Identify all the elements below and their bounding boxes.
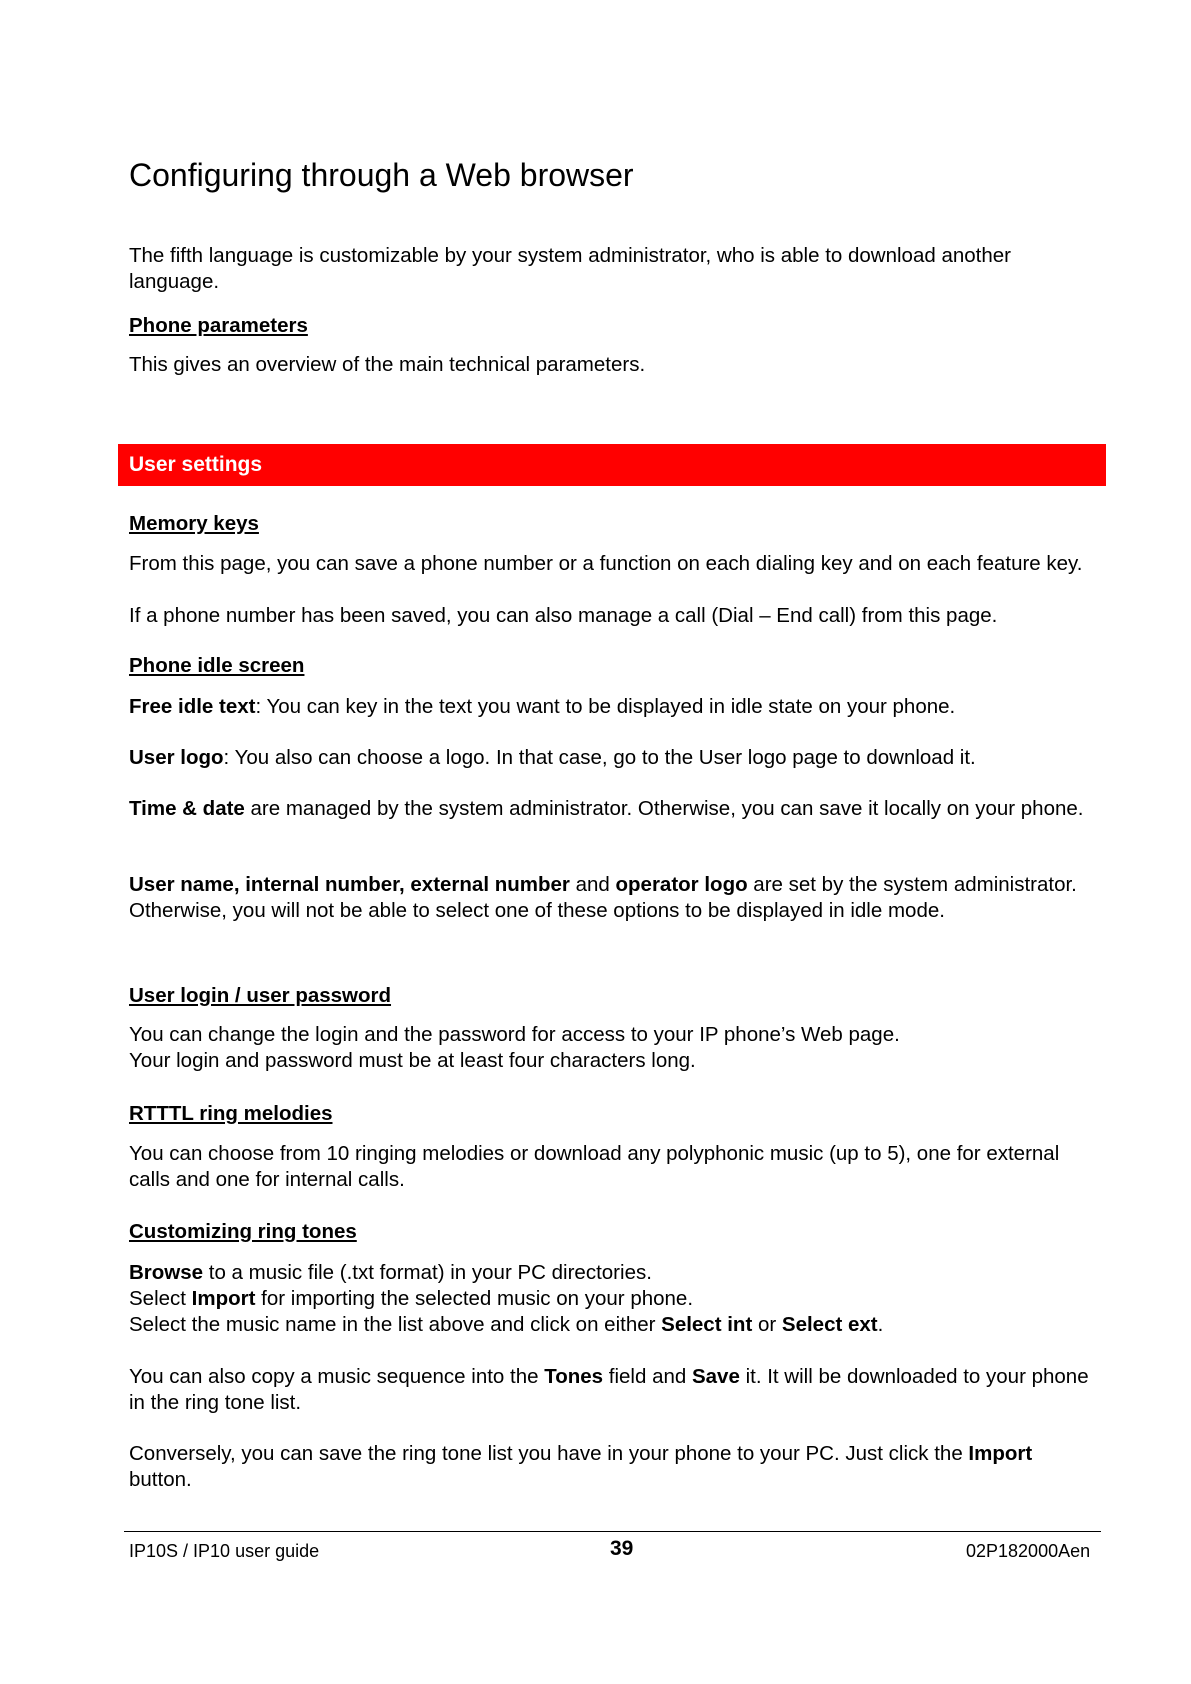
import-desc: for importing the selected music on your phone. (255, 1287, 694, 1310)
user-login-text-2: Your login and password must be at least four characters long. (129, 1049, 696, 1072)
user-logo-paragraph (129, 745, 1089, 771)
memory-keys-heading: Memory keys (129, 512, 259, 535)
copy-rest: it. It will be downloaded to your phone in the ring tone list. (129, 1365, 1089, 1414)
memory-keys-text-1: From this page, you can save a phone number or a function on each dialing key and on each feature key. (129, 552, 1083, 575)
page-title: Configuring through a Web browser (129, 157, 634, 193)
conversely-import-term: Import (968, 1442, 1033, 1465)
or-text: or (752, 1313, 782, 1336)
phone-parameters-text: This gives an overview of the main technical parameters. (129, 353, 646, 376)
footer-page-number: 39 (610, 1537, 634, 1560)
free-idle-text-term: Free idle text (129, 695, 256, 718)
footer-guide-title: IP10S / IP10 user guide (129, 1541, 320, 1561)
conversely-pre: Conversely, you can save the ring tone list you have in your phone to your PC. Just click the (129, 1442, 969, 1465)
user-name-and: and (569, 873, 616, 896)
user-name-term: User name, internal number, external number (129, 873, 570, 896)
user-login-heading: User login / user password (129, 984, 392, 1007)
browse-desc: to a music file (.txt format) in your PC directories. (203, 1261, 652, 1284)
user-name-desc: are set by the system administrator. Otherwise, you will not be able to select one of these options to be displayed in idle mode. (129, 873, 1077, 922)
time-date-paragraph (129, 796, 1089, 822)
import-term: Import (191, 1287, 256, 1310)
user-settings-label: User settings (129, 453, 263, 476)
free-idle-text-desc: : You can key in the text you want to be displayed in idle state on your phone. (255, 695, 956, 718)
phone-parameters-heading: Phone parameters (129, 314, 308, 337)
footer-doc-code: 02P182000Aen (966, 1541, 1091, 1561)
browse-term: Browse (129, 1261, 204, 1284)
ring-tones-heading: Customizing ring tones (129, 1220, 357, 1243)
user-login-text-1: You can change the login and the password for access to your IP phone’s Web page. (129, 1023, 900, 1046)
select-int-term: Select int (661, 1313, 753, 1336)
copy-mid: field and (603, 1365, 692, 1388)
user-logo-desc: : You also can choose a logo. In that case, go to the User logo page to download it. (223, 746, 976, 769)
phone-idle-screen-heading: Phone idle screen (129, 654, 305, 677)
import-line (129, 1286, 1089, 1312)
copy-pre: You can also copy a music sequence into the (129, 1365, 545, 1388)
rtttl-heading: RTTTL ring melodies (129, 1102, 333, 1125)
import-pre: Select (129, 1287, 192, 1310)
footer-divider (124, 1531, 1101, 1532)
user-settings-banner (118, 444, 1106, 486)
user-name-paragraph (129, 872, 1089, 924)
select-music-line (129, 1312, 1089, 1338)
browse-line (129, 1260, 1089, 1286)
free-idle-text-paragraph (129, 694, 1089, 720)
rtttl-text: You can choose from 10 ringing melodies or download any polyphonic music (up to 5), one for external calls and one for internal calls. (129, 1142, 1060, 1191)
user-logo-term: User logo (129, 746, 224, 769)
copy-tones-paragraph (129, 1364, 1089, 1416)
intro-paragraph: The fifth language is customizable by your system administrator, who is able to download another language. (129, 244, 1011, 293)
conversely-rest: button. (129, 1468, 192, 1491)
tones-term: Tones (544, 1365, 604, 1388)
select-ext-term: Select ext (781, 1313, 878, 1336)
save-term: Save (691, 1365, 740, 1388)
conversely-paragraph (129, 1441, 1089, 1493)
select-music-pre: Select the music name in the list above and click on either (129, 1313, 662, 1336)
operator-logo-term: operator logo (615, 873, 748, 896)
time-date-term: Time & date (129, 797, 245, 820)
memory-keys-text-2: If a phone number has been saved, you can also manage a call (Dial – End call) from this page. (129, 604, 998, 627)
select-period: . (877, 1313, 884, 1336)
time-date-desc: are managed by the system administrator. Otherwise, you can save it locally on your phone. (244, 797, 1084, 820)
